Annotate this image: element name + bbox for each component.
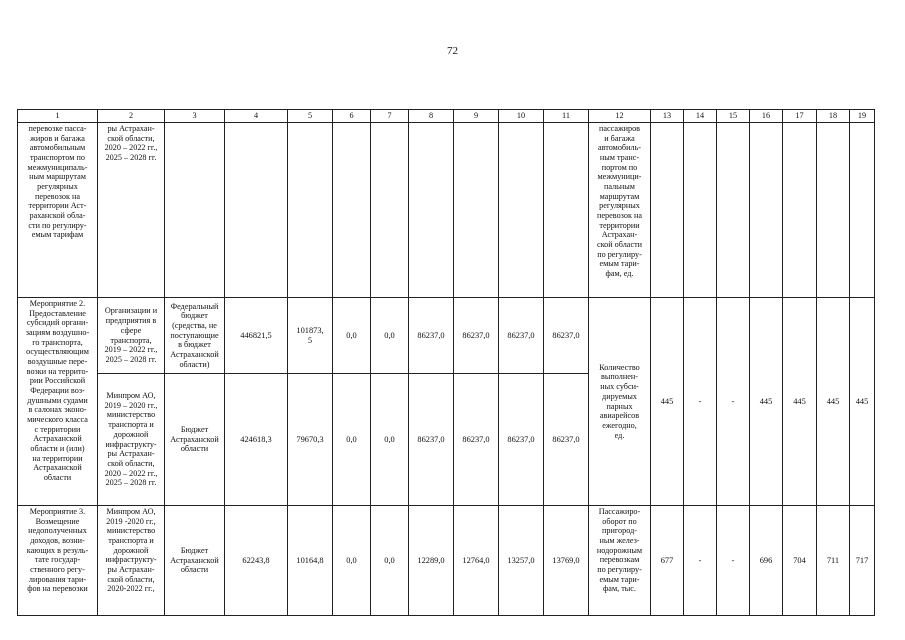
funding-source-cell: Федеральный бюджет (средства, не поступающие в бюджет Астраханской области)	[165, 298, 225, 374]
indicator-value-cell	[817, 123, 850, 298]
indicator-cell: Количество выполнен- ных субси- дируемых парных авиарейсов ежегодно, ед.	[589, 298, 651, 506]
value-cell	[225, 123, 288, 298]
value-cell: 86237,0	[499, 298, 544, 374]
col-num-3: 3	[165, 110, 225, 123]
value-cell: 86237,0	[544, 298, 589, 374]
indicator-value-cell: 445	[850, 298, 875, 506]
indicator-value-cell: 711	[817, 506, 850, 616]
col-num-6: 6	[333, 110, 371, 123]
value-cell	[409, 123, 454, 298]
program-table	[17, 109, 875, 616]
indicator-value-cell	[783, 123, 817, 298]
executor-cell: Организации и предприятия в сфере транспорта, 2019 – 2022 гг., 2025 – 2028 гг.	[98, 298, 165, 374]
col-num-13: 13	[651, 110, 684, 123]
activity-name-cell: Мероприятие 2. Предоставление субсидий органи- зациям воздушно- го транспорта, осуществляющим воздушные пере- возки на террито- рии Российской Федерации воз- душными судами в салонах эконо- мического класса с территории Астраханской области и (или) на территории Астраханской области	[18, 298, 98, 506]
col-num-12: 12	[589, 110, 651, 123]
value-cell: 13769,0	[544, 506, 589, 616]
total-value-cell: 424618,3	[225, 374, 288, 506]
value-cell: 86237,0	[454, 374, 499, 506]
col-num-15: 15	[717, 110, 750, 123]
indicator-value-cell: 445	[817, 298, 850, 506]
indicator-value-cell: 696	[750, 506, 783, 616]
indicator-value-cell: -	[717, 298, 750, 506]
value-cell	[544, 123, 589, 298]
col-num-10: 10	[499, 110, 544, 123]
value-cell: 0,0	[371, 506, 409, 616]
total-value-cell: 62243,8	[225, 506, 288, 616]
page-number: 72	[447, 45, 458, 57]
value-cell: 86237,0	[409, 298, 454, 374]
col-num-17: 17	[783, 110, 817, 123]
indicator-value-cell: 677	[651, 506, 684, 616]
value-cell: 13257,0	[499, 506, 544, 616]
funding-source-cell: Бюджет Астраханской области	[165, 374, 225, 506]
value-cell	[333, 123, 371, 298]
indicator-value-cell: 704	[783, 506, 817, 616]
indicator-value-cell	[684, 123, 717, 298]
column-number-row	[18, 110, 875, 123]
value-cell: 0,0	[333, 298, 371, 374]
col-num-4: 4	[225, 110, 288, 123]
value-cell: 0,0	[333, 506, 371, 616]
indicator-cell: Пассажиро- оборот по пригород- ным желез- нодорожным перевозкам по регулиру- емым тари- фам, тыс.	[589, 506, 651, 616]
executor-cell: ры Астрахан- ской области, 2020 – 2022 гг., 2025 – 2028 гг.	[98, 123, 165, 298]
table-row	[18, 298, 875, 374]
indicator-value-cell	[850, 123, 875, 298]
executor-cell: Минпром АО, 2019 – 2020 гг., министерство транспорта и дорожной инфраструкту- ры Астрахан- ской области, 2020 – 2022 гг., 2025 – 2028 гг.	[98, 374, 165, 506]
value-cell: 101873, 5	[288, 298, 333, 374]
col-num-7: 7	[371, 110, 409, 123]
value-cell: 12764,0	[454, 506, 499, 616]
indicator-value-cell	[750, 123, 783, 298]
value-cell: 12289,0	[409, 506, 454, 616]
col-num-18: 18	[817, 110, 850, 123]
value-cell	[454, 123, 499, 298]
indicator-value-cell	[717, 123, 750, 298]
value-cell: 0,0	[371, 298, 409, 374]
indicator-value-cell: 717	[850, 506, 875, 616]
indicator-value-cell: 445	[783, 298, 817, 506]
value-cell: 86237,0	[499, 374, 544, 506]
activity-name-cell: Мероприятие 3. Возмещение недополученных доходов, возни- кающих в резуль- тате государ- ственного регу- лирования тари- фов на перевозки	[18, 506, 98, 616]
indicator-value-cell	[651, 123, 684, 298]
value-cell: 86237,0	[409, 374, 454, 506]
col-num-11: 11	[544, 110, 589, 123]
col-num-14: 14	[684, 110, 717, 123]
indicator-value-cell: 445	[750, 298, 783, 506]
col-num-1: 1	[18, 110, 98, 123]
col-num-2: 2	[98, 110, 165, 123]
total-value-cell: 446821,5	[225, 298, 288, 374]
col-num-16: 16	[750, 110, 783, 123]
value-cell	[371, 123, 409, 298]
table-row	[18, 123, 875, 298]
indicator-value-cell: -	[684, 298, 717, 506]
funding-source-cell	[165, 123, 225, 298]
indicator-value-cell: -	[684, 506, 717, 616]
value-cell: 10164,8	[288, 506, 333, 616]
value-cell: 86237,0	[544, 374, 589, 506]
value-cell	[288, 123, 333, 298]
value-cell: 0,0	[333, 374, 371, 506]
executor-cell: Минпром АО, 2019 -2020 гг., министерство транспорта и дорожной инфраструкту- ры Астрахан- ской области, 2020-2022 гг.,	[98, 506, 165, 616]
col-num-9: 9	[454, 110, 499, 123]
indicator-value-cell: 445	[651, 298, 684, 506]
col-num-19: 19	[850, 110, 875, 123]
value-cell: 79670,3	[288, 374, 333, 506]
col-num-5: 5	[288, 110, 333, 123]
value-cell: 0,0	[371, 374, 409, 506]
value-cell	[499, 123, 544, 298]
table-row	[18, 506, 875, 616]
indicator-cell: пассажиров и багажа автомобиль- ным транс- портом по межмуници- пальным маршрутам регулярных перевозок на территории Астрахан- ской области по регулиру- емым тари- фам, ед.	[589, 123, 651, 298]
funding-source-cell: Бюджет Астраханской области	[165, 506, 225, 616]
indicator-value-cell: -	[717, 506, 750, 616]
value-cell: 86237,0	[454, 298, 499, 374]
col-num-8: 8	[409, 110, 454, 123]
activity-name-cell: перевозке пасса- жиров и багажа автомобильным транспортом по межмуниципаль- ным маршрутам регулярных перевозок на территории Аст- раханской обла- сти по регулиру- емым тарифам	[18, 123, 98, 298]
